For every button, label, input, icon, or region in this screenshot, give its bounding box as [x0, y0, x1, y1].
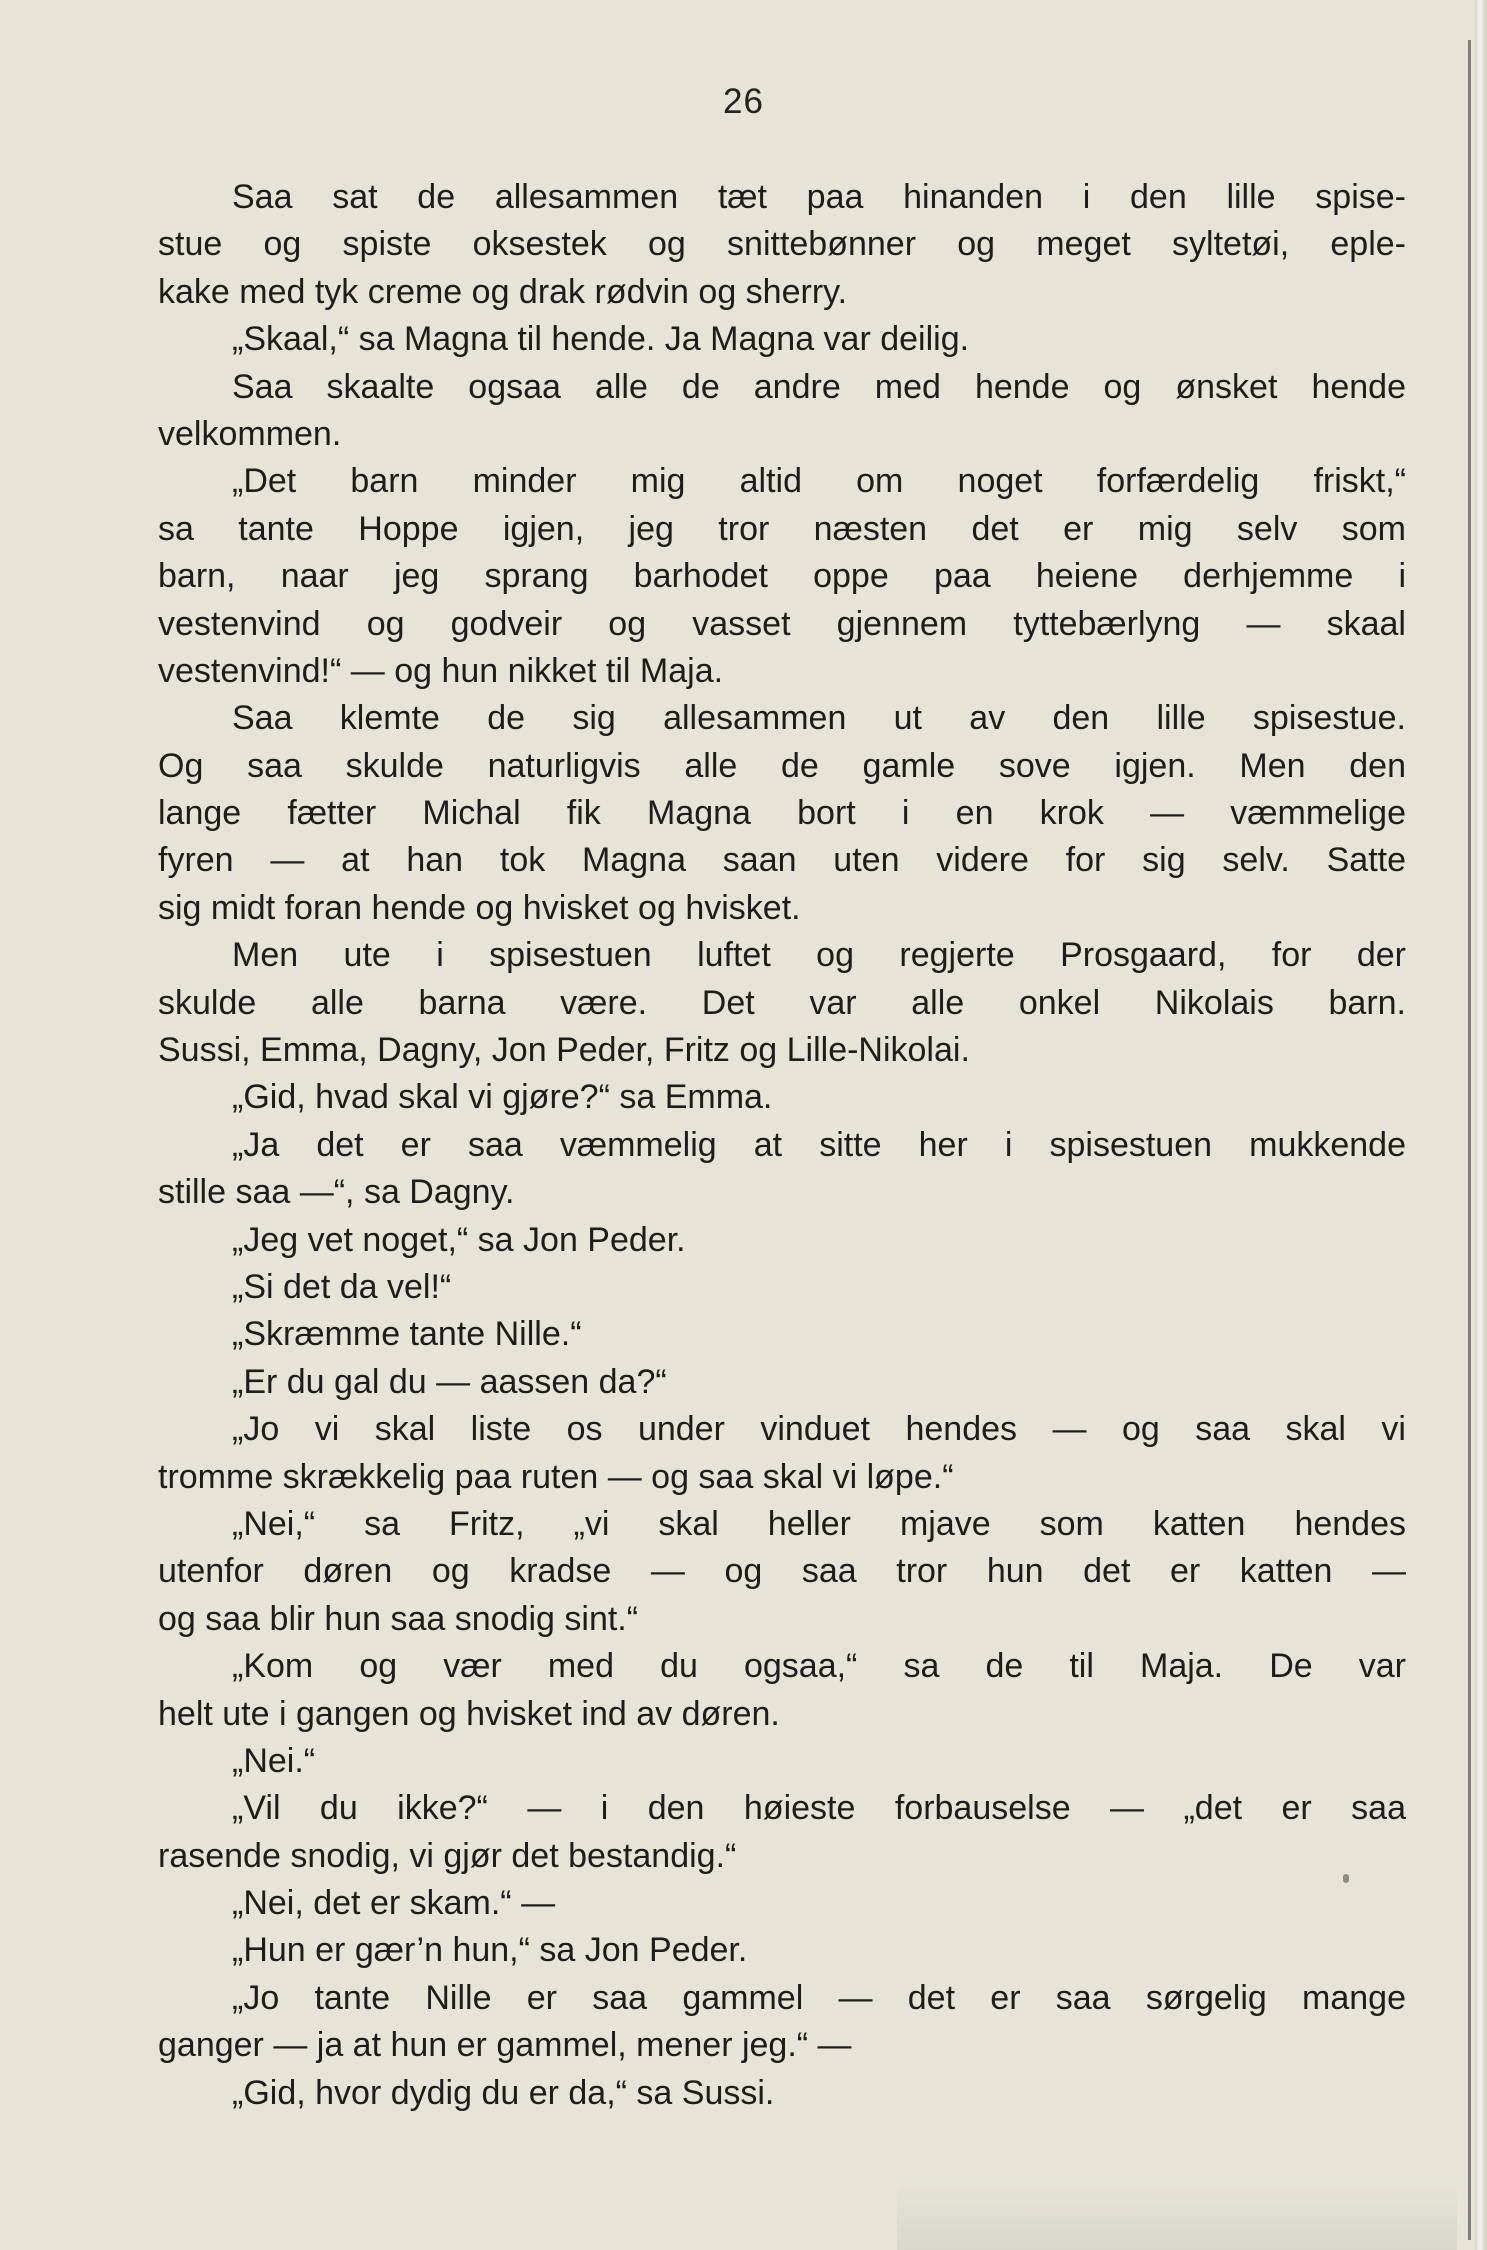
text-line: vestenvind!“ — og hun nikket til Maja.: [158, 651, 724, 690]
text-line: sig midt foran hende og hvisket og hvisket.: [158, 888, 801, 927]
text-line: lange fætter Michal fik Magna bort i en krok — væmmelige: [158, 794, 1406, 833]
page-number: 26: [723, 82, 764, 121]
page-fold-shadow: [897, 2180, 1457, 2250]
text-line: helt ute i gangen og hvisket ind av døren.: [158, 1694, 780, 1733]
text-line: barn, naar jeg sprang barhodet oppe paa heiene derhjemme i: [158, 557, 1406, 596]
text-line: „Jeg vet noget,“ sa Jon Peder.: [232, 1220, 686, 1259]
text-line: stille saa —“, sa Dagny.: [158, 1173, 515, 1212]
text-line: „Skaal,“ sa Magna til hende. Ja Magna var deilig.: [232, 320, 970, 359]
text-line: „Jo tante Nille er saa gammel — det er saa sørgelig mange: [232, 1978, 1406, 2017]
text-line: ganger — ja at hun er gammel, mener jeg.“ —: [158, 2026, 852, 2065]
text-line: „Vil du ikke?“ — i den høieste forbauselse — „det er saa: [232, 1789, 1406, 1828]
text-line: Saa klemte de sig allesammen ut av den lille spisestue.: [232, 699, 1406, 738]
text-line: kake med tyk creme og drak rødvin og sherry.: [158, 272, 848, 311]
text-line: „Gid, hvad skal vi gjøre?“ sa Emma.: [232, 1078, 773, 1117]
text-line: velkommen.: [158, 414, 342, 453]
text-line: „Hun er gær’n hun,“ sa Jon Peder.: [232, 1931, 748, 1970]
text-line: „Kom og vær med du ogsaa,“ sa de til Maja. De var: [232, 1647, 1406, 1686]
text-line: „Skræmme tante Nille.“: [232, 1315, 582, 1354]
text-line: Saa sat de allesammen tæt paa hinanden i den lille spise-: [232, 178, 1406, 216]
text-line: Men ute i spisestuen luftet og regjerte Prosgaard, for der: [232, 936, 1406, 975]
text-line: Og saa skulde naturligvis alle de gamle sove igjen. Men den: [158, 746, 1406, 785]
text-line: „Ja det er saa væmmelig at sitte her i spisestuen mukkende: [232, 1125, 1406, 1164]
text-line: „Er du gal du — aassen da?“: [232, 1362, 667, 1401]
text-line: Sussi, Emma, Dagny, Jon Peder, Fritz og Lille-Nikolai.: [158, 1031, 970, 1070]
text-line: vestenvind og godveir og vasset gjennem tyttebærlyng — skaal: [158, 604, 1406, 643]
text-line: Saa skaalte ogsaa alle de andre med hende og ønsket hende: [232, 367, 1406, 406]
text-line: „Gid, hvor dydig du er da,“ sa Sussi.: [232, 2073, 775, 2112]
text-line: utenfor døren og kradse — og saa tror hun det er katten —: [158, 1552, 1406, 1591]
text-line: sa tante Hoppe igjen, jeg tror næsten det er mig selv som: [158, 509, 1406, 548]
text-line: skulde alle barna være. Det var alle onkel Nikolais barn.: [158, 983, 1406, 1022]
text-line: „Si det da vel!“: [232, 1267, 452, 1306]
text-line: „Jo vi skal liste os under vinduet hendes — og saa skal vi: [232, 1410, 1406, 1449]
text-line: „Nei.“: [232, 1741, 316, 1780]
text-line: „Nei,“ sa Fritz, „vi skal heller mjave som katten hendes: [232, 1504, 1406, 1543]
text-line: tromme skrækkelig paa ruten — og saa skal vi løpe.“: [158, 1457, 954, 1496]
text-line: stue og spiste oksestek og snittebønner og meget syltetøi, eple-: [158, 225, 1406, 264]
text-line: „Nei, det er skam.“ —: [232, 1884, 556, 1923]
text-line: rasende snodig, vi gjør det bestandig.“: [158, 1836, 737, 1875]
page-edge: [1475, 0, 1487, 2250]
text-line: og saa blir hun saa snodig sint.“: [158, 1599, 639, 1638]
body-text: [158, 174, 1406, 2117]
binding-shadow: [1468, 40, 1471, 2240]
text-line: fyren — at han tok Magna saan uten videre for sig selv. Satte: [158, 841, 1406, 880]
text-line: „Det barn minder mig altid om noget forfærdelig friskt,“: [232, 462, 1406, 501]
